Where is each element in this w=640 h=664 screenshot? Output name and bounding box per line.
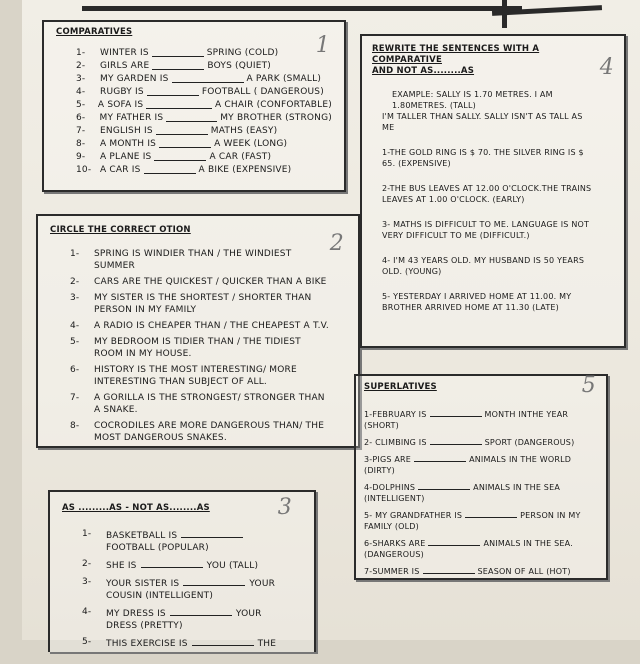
item-prompt: 4-DOLPHINS	[364, 483, 416, 492]
item-number: 8-	[70, 421, 80, 431]
example-answer: I'M TALLER THAN SALLY. SALLY ISN'T AS TALL AS ME	[382, 112, 583, 132]
answer-blank[interactable]	[428, 536, 480, 546]
item-hint: YOUR DRESS (PRETTY)	[106, 609, 262, 631]
section-title-line-2: AND NOT AS........AS	[372, 66, 475, 76]
item-number: 4-	[70, 321, 80, 331]
exercise-item	[76, 47, 332, 59]
item-prompt: MY DRESS IS	[106, 609, 166, 619]
item-hint: YOU (TALL)	[206, 561, 259, 571]
section-number: 3	[277, 495, 292, 520]
exercise-item	[82, 576, 292, 602]
item-prompt: A PLANE IS	[100, 152, 152, 162]
item-hint: A PARK (SMALL)	[246, 74, 322, 84]
exercise-item	[82, 528, 292, 554]
item-prompt: A SOFA IS	[97, 100, 144, 110]
item-number: 2-	[70, 277, 80, 287]
exercise-item: 2-THE BUS LEAVES AT 12.00 O'CLOCK.THE TRAINS LEAVES AT 1.00 O'CLOCK. (EARLY)	[382, 184, 592, 204]
item-body	[106, 558, 258, 572]
item-prompt: WINTER IS	[100, 48, 149, 58]
exercise-item: 3- MATHS IS DIFFICULT TO ME. LANGUAGE IS NOT VERY DIFFICULT TO ME (DIFFICULT.)	[382, 220, 590, 240]
section-title: SUPERLATIVES	[364, 382, 437, 392]
item-sentence[interactable]: HISTORY IS THE MOST INTERESTING/ MORE INTERESTING THAN SUBJECT OF ALL.	[94, 365, 297, 387]
section-number: 5	[581, 373, 596, 398]
exercise-item	[82, 636, 292, 650]
answer-blank[interactable]	[430, 407, 482, 417]
answer-blank[interactable]	[154, 151, 206, 161]
rewrite-section	[360, 34, 626, 348]
item-hint: A CHAIR (CONFORTABLE)	[214, 100, 332, 110]
item-number: 1-	[76, 48, 86, 58]
circle-option-section	[36, 214, 360, 448]
item-number: 4-	[76, 87, 86, 97]
item-hint: A CAR (FAST)	[209, 152, 272, 162]
item-hint: ANIMALS IN THE SEA. (DANGEROUS)	[364, 539, 573, 559]
item-prompt: 1-FEBRUARY IS	[364, 410, 427, 419]
item-number: 7-	[76, 126, 86, 136]
answer-blank[interactable]	[465, 508, 517, 518]
item-sentence[interactable]: A GORILLA IS THE STRONGEST/ STRONGER THAN A SNAKE.	[94, 393, 325, 415]
section-number: 2	[329, 231, 344, 256]
item-hint: MONTH INTHE YEAR (SHORT)	[364, 410, 569, 430]
answer-blank[interactable]	[152, 60, 204, 70]
exercise-item	[76, 112, 332, 124]
item-hint: FOOTBALL ( DANGEROUS)	[201, 87, 324, 97]
exercise-item: 4- I'M 43 YEARS OLD. MY HUSBAND IS 50 YEARS OLD. (YOUNG)	[382, 256, 585, 276]
answer-blank[interactable]	[141, 558, 203, 568]
exercise-item	[364, 435, 598, 448]
answer-blank[interactable]	[414, 452, 466, 462]
item-sentence[interactable]: A RADIO IS CHEAPER THAN / THE CHEAPEST A T.V.	[94, 321, 329, 331]
item-prompt: THIS EXERCISE IS	[106, 639, 188, 649]
section-title-line-1: REWRITE THE SENTENCES WITH A COMPARATIVE	[372, 44, 540, 65]
section-title: CIRCLE THE CORRECT OTION	[50, 225, 191, 235]
exercise-item	[70, 364, 332, 388]
answer-blank[interactable]	[144, 164, 196, 174]
item-hint: PERSON IN MY FAMILY (OLD)	[364, 511, 581, 531]
exercise-item	[76, 86, 332, 98]
item-prompt: BASKETBALL IS	[106, 531, 178, 541]
example-text: EXAMPLE: SALLY IS 1.70 METRES. I AM 1.80METRES. (TALL)	[392, 90, 553, 110]
item-prompt: MY GARDEN IS	[100, 74, 169, 84]
exercise-item	[70, 420, 332, 444]
item-prompt: GIRLS ARE	[100, 61, 150, 71]
item-prompt: RUGBY IS	[100, 87, 144, 97]
item-prompt: 6-SHARKS ARE	[364, 539, 426, 548]
item-prompt: MY FATHER IS	[99, 113, 164, 123]
answer-blank[interactable]	[181, 528, 243, 538]
item-hint: A BIKE (EXPENSIVE)	[198, 165, 292, 175]
exercise-item	[76, 164, 332, 176]
item-prompt: A CAR IS	[100, 165, 141, 175]
item-hint: YOUR COUSIN (INTELLIGENT)	[106, 579, 276, 601]
item-number: 6-	[70, 365, 80, 375]
item-hint: THE	[257, 639, 277, 649]
item-sentence[interactable]: MY SISTER IS THE SHORTEST / SHORTER THAN PERSON IN MY FAMILY	[94, 293, 312, 315]
section-title: AS .........AS - NOT AS........AS	[62, 503, 210, 513]
item-number: 4-	[82, 607, 92, 617]
item-number: 9-	[76, 152, 86, 162]
item-number: 3-	[82, 577, 92, 587]
answer-blank[interactable]	[183, 576, 245, 586]
item-sentence[interactable]: MY BEDROOM IS TIDIER THAN / THE TIDIEST ROOM IN MY HOUSE.	[94, 337, 301, 359]
section-number: 4	[599, 55, 614, 80]
exercise-item	[76, 151, 332, 163]
item-number: 5-	[76, 100, 86, 110]
section-title: COMPARATIVES	[56, 27, 133, 37]
exercise-item: 1-THE GOLD RING IS $ 70. THE SILVER RING IS $ 65. (EXPENSIVE)	[382, 148, 584, 168]
answer-blank[interactable]	[172, 73, 244, 83]
superlatives-section	[354, 374, 608, 580]
header-decoration	[82, 0, 542, 14]
item-sentence[interactable]: CARS ARE THE QUICKEST / QUICKER THAN A BIKE	[94, 277, 327, 287]
item-body	[106, 528, 292, 554]
comparatives-section	[42, 20, 346, 192]
item-prompt: 5- MY GRANDFATHER IS	[364, 511, 463, 520]
answer-blank[interactable]	[159, 138, 211, 148]
item-hint: SEASON OF ALL (HOT)	[477, 567, 571, 576]
item-sentence[interactable]: SPRING IS WINDIER THAN / THE WINDIEST SUMMER	[94, 249, 292, 271]
answer-blank[interactable]	[170, 606, 232, 616]
exercise-item	[364, 480, 598, 504]
item-prompt: 7-SUMMER IS	[364, 567, 420, 576]
item-number: 5-	[70, 337, 80, 347]
exercise-item	[364, 407, 598, 431]
exercise-item	[82, 558, 292, 572]
item-sentence[interactable]: COCRODILES ARE MORE DANGEROUS THAN/ THE MOST DANGEROUS SNAKES.	[94, 421, 325, 443]
item-number: 8-	[76, 139, 86, 149]
item-body	[106, 636, 276, 650]
answer-blank[interactable]	[418, 480, 470, 490]
exercise-item	[70, 336, 332, 360]
exercise-item	[76, 125, 332, 137]
item-hint: SPORT (DANGEROUS)	[484, 438, 575, 447]
exercise-item	[76, 138, 332, 150]
exercise-item	[364, 564, 598, 577]
item-prompt: 2- CLIMBING IS	[364, 438, 427, 447]
item-hint: MY BROTHER (STRONG)	[220, 113, 332, 123]
exercise-item	[76, 60, 332, 72]
item-prompt: A MONTH IS	[100, 139, 157, 149]
item-body	[106, 606, 292, 632]
item-number: 6-	[76, 113, 86, 123]
item-prompt: 3-PIGS ARE	[364, 455, 412, 464]
item-hint: A WEEK (LONG)	[214, 139, 288, 149]
exercise-item	[76, 99, 332, 111]
item-body	[106, 576, 292, 602]
item-number: 2-	[76, 61, 86, 71]
item-number: 1-	[70, 249, 80, 259]
item-prompt: SHE IS	[106, 561, 137, 571]
item-number: 3-	[76, 74, 86, 84]
section-number: 1	[315, 33, 330, 58]
as-as-section	[48, 490, 316, 652]
item-number: 2-	[82, 559, 92, 569]
item-hint: MATHS (EASY)	[210, 126, 278, 136]
answer-blank[interactable]	[166, 112, 217, 122]
item-hint: ANIMALS IN THE SEA (INTELLIGENT)	[364, 483, 561, 503]
item-prompt: ENGLISH IS	[100, 126, 153, 136]
answer-blank[interactable]	[156, 125, 208, 135]
exercise-item	[70, 248, 332, 272]
exercise-item: 5- YESTERDAY I ARRIVED HOME AT 11.00. MY BROTHER ARRIVED HOME AT 11.30 (LATE)	[382, 292, 572, 312]
answer-blank[interactable]	[192, 636, 254, 646]
item-prompt: YOUR SISTER IS	[106, 579, 180, 589]
exercise-item	[364, 536, 598, 560]
worksheet	[22, 0, 640, 649]
exercise-item	[364, 452, 598, 476]
item-hint: BOYS (QUIET)	[207, 61, 271, 71]
answer-blank[interactable]	[147, 86, 199, 96]
exercise-item	[364, 508, 598, 532]
answer-blank[interactable]	[146, 99, 212, 109]
exercise-item	[70, 276, 332, 288]
item-hint: ANIMALS IN THE WORLD (DIRTY)	[364, 455, 572, 475]
exercise-item	[76, 73, 332, 85]
item-number: 1-	[82, 529, 92, 539]
answer-blank[interactable]	[430, 435, 482, 445]
exercise-item	[82, 606, 292, 632]
exercise-item	[70, 292, 332, 316]
item-number: 10-	[76, 165, 92, 175]
item-hint: FOOTBALL (POPULAR)	[106, 543, 209, 553]
answer-blank[interactable]	[152, 47, 204, 57]
item-hint: SPRING (COLD)	[206, 48, 279, 58]
exercise-item	[70, 320, 332, 332]
exercise-item	[70, 392, 332, 416]
answer-blank[interactable]	[423, 564, 475, 574]
item-number: 5-	[82, 637, 92, 647]
item-number: 7-	[70, 393, 80, 403]
item-number: 3-	[70, 293, 80, 303]
